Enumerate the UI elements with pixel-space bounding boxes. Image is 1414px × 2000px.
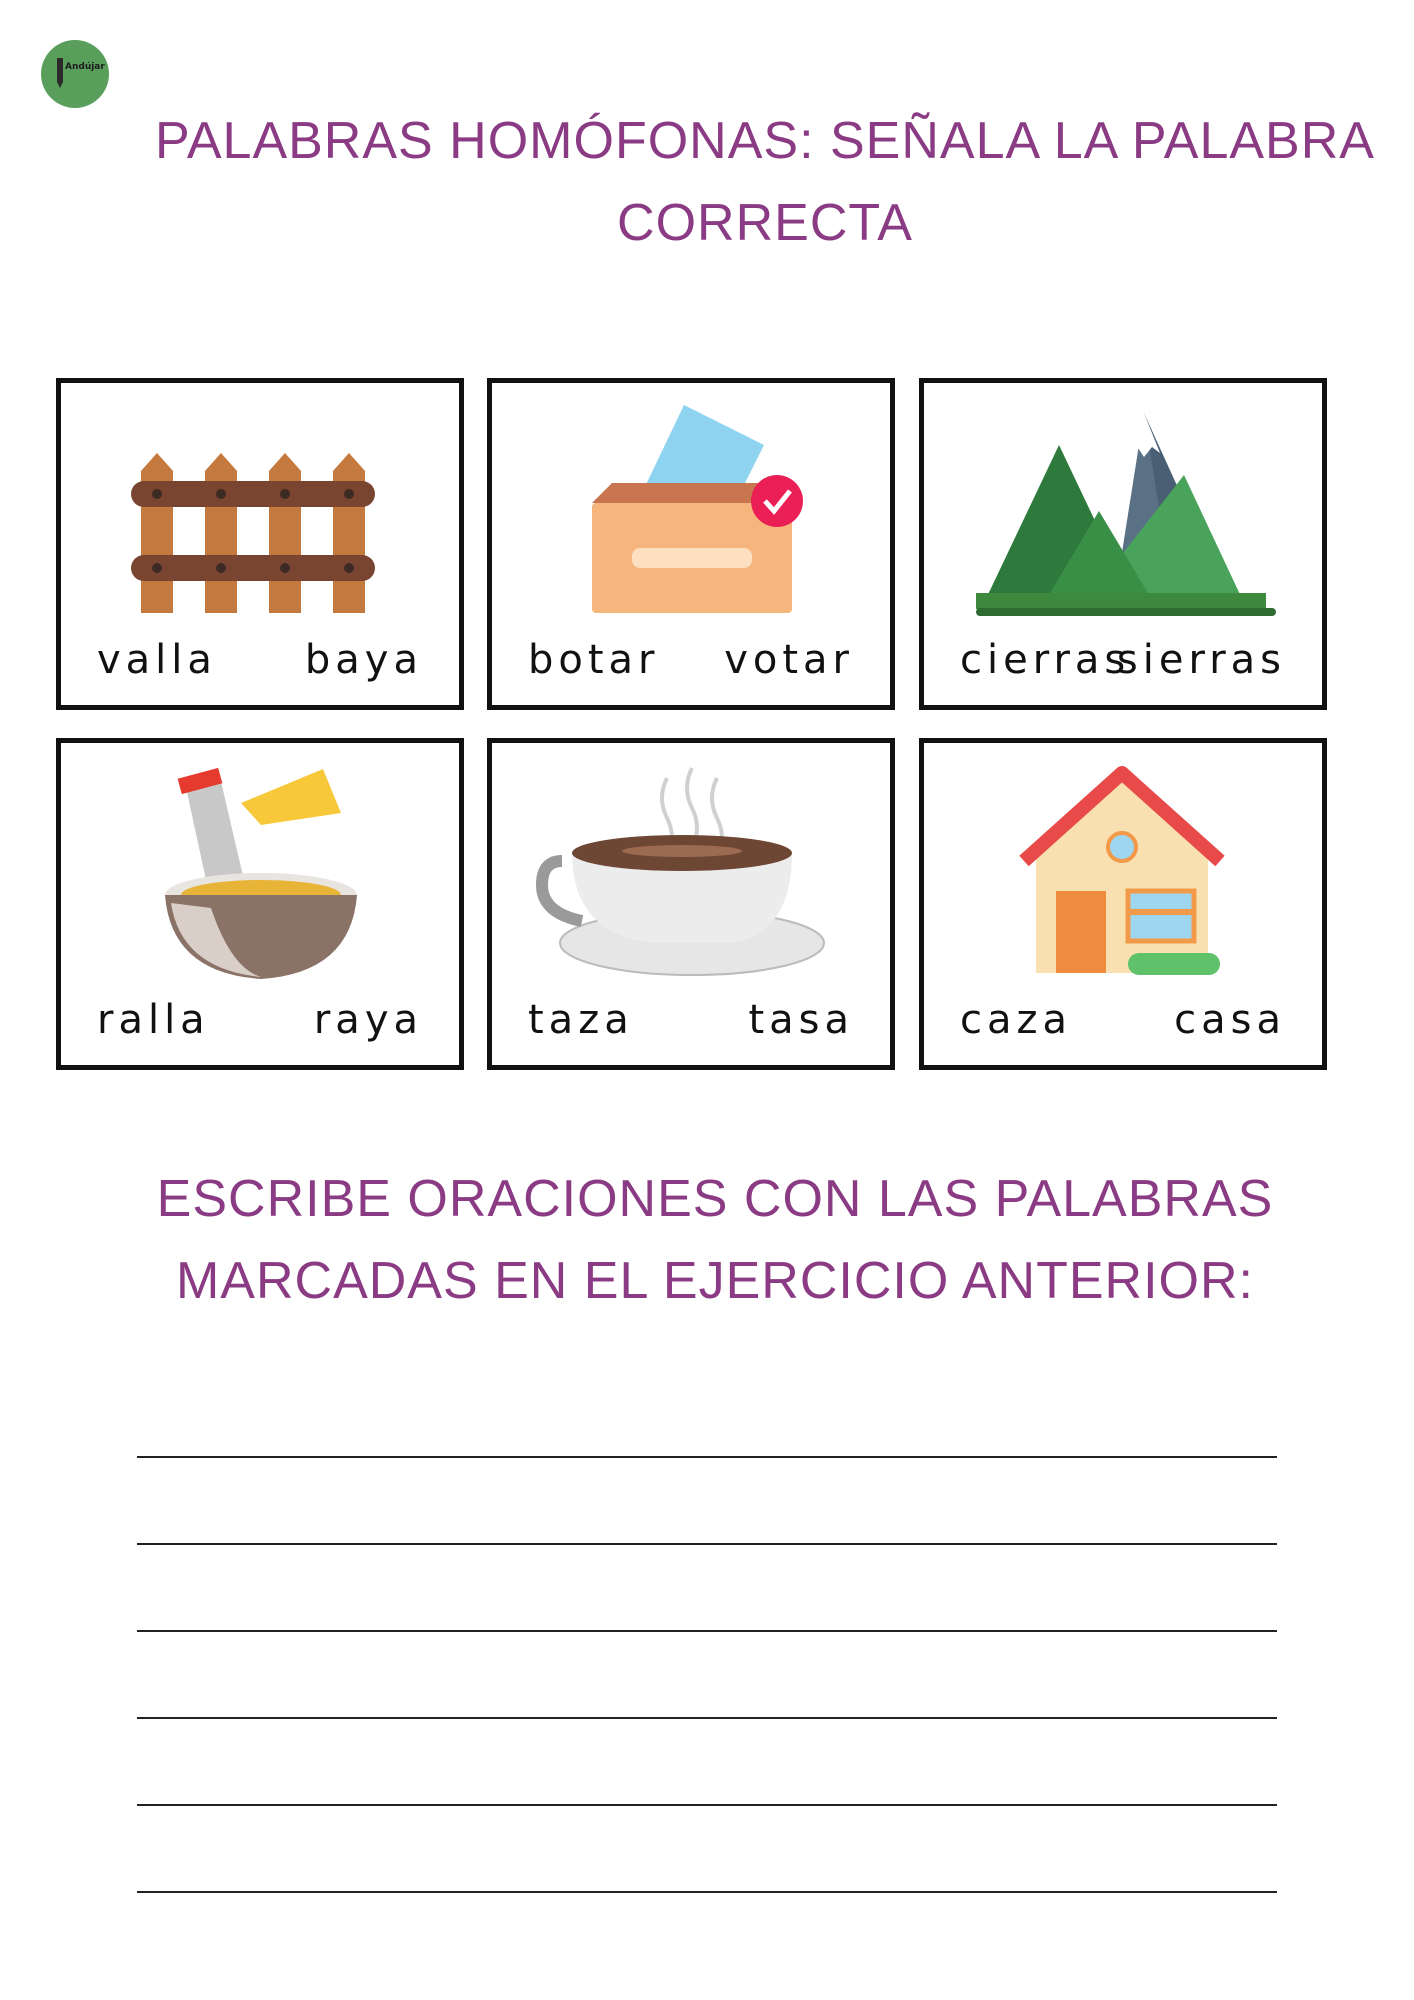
word-option-1[interactable]: botar	[528, 637, 660, 683]
instruction-line-2: MARCADAS EN EL EJERCICIO ANTERIOR:	[175, 1252, 1255, 1310]
writing-line-6[interactable]	[137, 1891, 1277, 1893]
word-option-2[interactable]: sierras	[1116, 637, 1286, 683]
word-option-1[interactable]: taza	[528, 997, 634, 1043]
title-line-1: PALABRAS HOMÓFONAS: SEÑALA LA PALABRA	[155, 112, 1375, 170]
logo-text: Andújar	[65, 62, 105, 72]
writing-line-1[interactable]	[137, 1456, 1277, 1458]
card-valla-baya[interactable]	[56, 378, 464, 710]
instruction-line-1: ESCRIBE ORACIONES CON LAS PALABRAS	[156, 1170, 1274, 1228]
word-option-2[interactable]: casa	[1174, 997, 1286, 1043]
writing-line-2[interactable]	[137, 1543, 1277, 1545]
card-taza-tasa[interactable]	[487, 738, 895, 1070]
title-line-2: CORRECTA	[617, 194, 913, 252]
logo-badge	[41, 40, 109, 108]
word-option-2[interactable]: baya	[304, 637, 423, 683]
pencil-logo-icon	[41, 40, 109, 108]
card-cierras-sierras[interactable]	[919, 378, 1327, 710]
card-ralla-raya[interactable]	[56, 738, 464, 1070]
word-option-1[interactable]: ralla	[97, 997, 210, 1043]
card-botar-votar[interactable]	[487, 378, 895, 710]
card-caza-casa[interactable]	[919, 738, 1327, 1070]
page-title	[150, 100, 1380, 264]
word-option-2[interactable]: votar	[724, 637, 854, 683]
word-option-1[interactable]: cierras	[960, 637, 1131, 683]
word-option-2[interactable]: tasa	[748, 997, 854, 1043]
word-option-2[interactable]: raya	[313, 997, 423, 1043]
writing-line-3[interactable]	[137, 1630, 1277, 1632]
word-option-1[interactable]: valla	[97, 637, 217, 683]
writing-line-4[interactable]	[137, 1717, 1277, 1719]
word-option-1[interactable]: caza	[960, 997, 1073, 1043]
exercise-2-instruction	[100, 1158, 1330, 1322]
writing-line-5[interactable]	[137, 1804, 1277, 1806]
